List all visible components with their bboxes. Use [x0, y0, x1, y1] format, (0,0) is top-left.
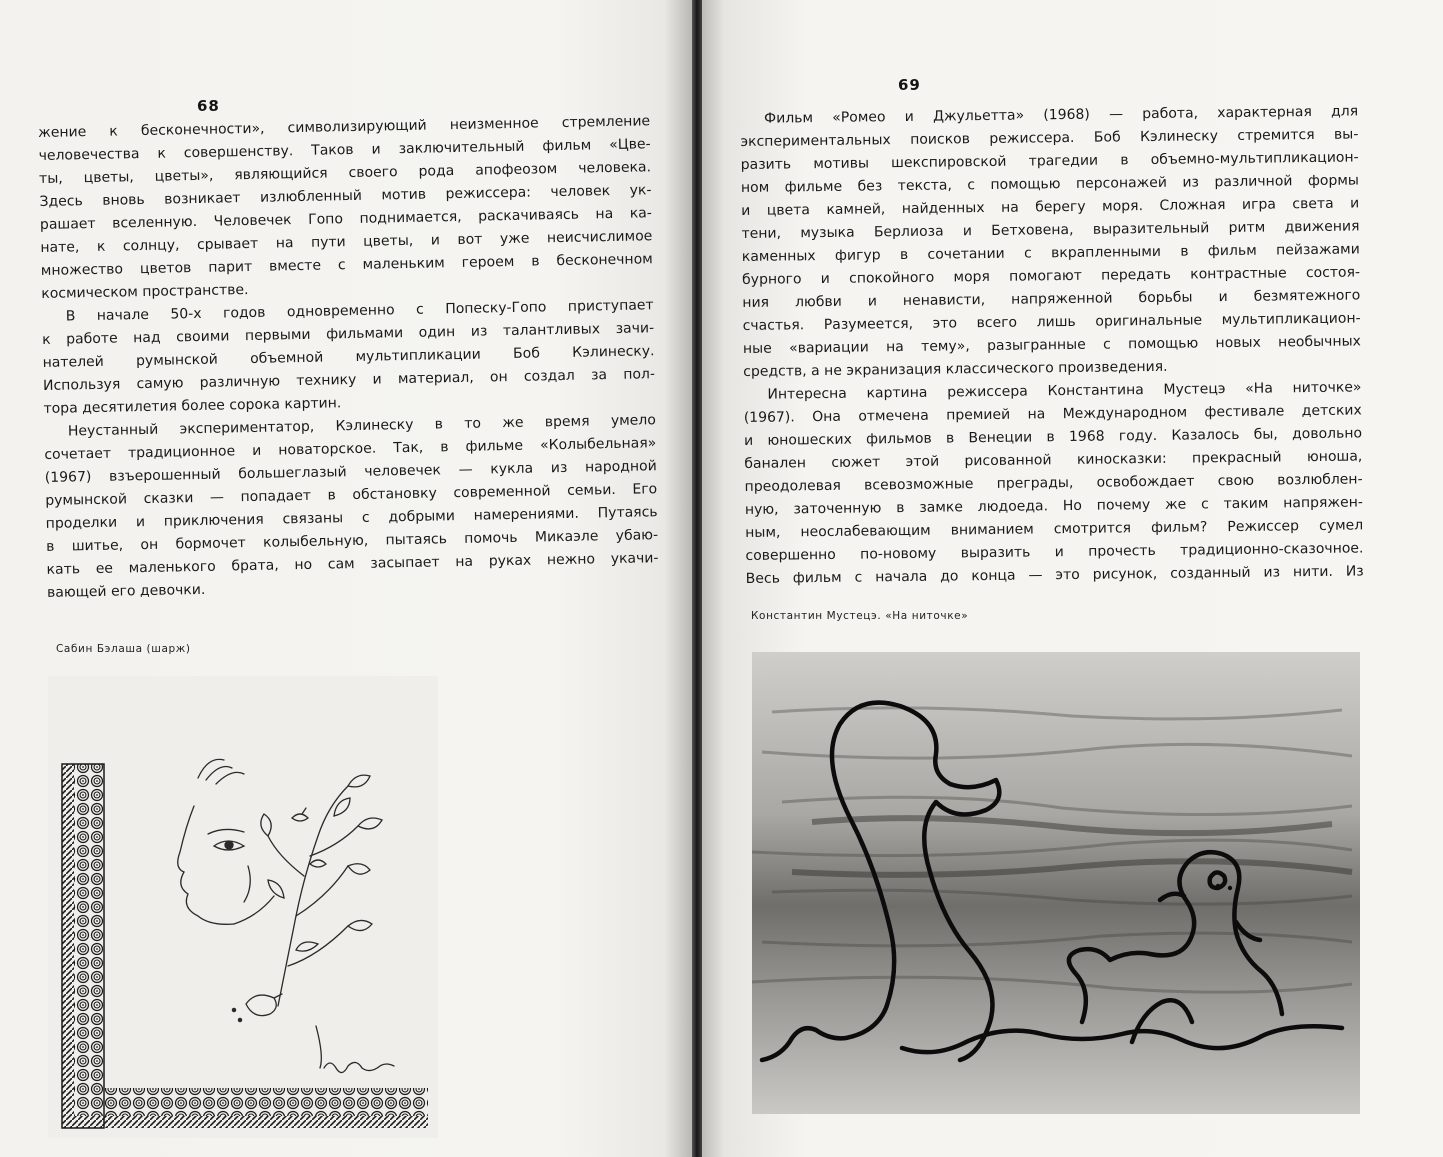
text-line: жение к бесконечности», символизирующий неизменное стремление [38, 113, 651, 141]
text-line: (1967) взъерошенный большеглазый человечек — кукла из народной [44, 458, 657, 486]
text-line: космическом пространстве. [41, 281, 249, 302]
text-line: Здесь вновь возникает излюбленный мотив режиссера: человек ук- [39, 182, 652, 210]
text-line: кать ее маленького брата, но сам засыпает на руках нежно укачи- [46, 550, 659, 578]
film-still-image [752, 652, 1360, 1114]
text-line: экспериментальных поисков режиссера. Боб Кэлинеску стремится вы- [740, 126, 1359, 150]
text-line: к работе над своими первыми фильмами один из талантливых зачи- [42, 320, 655, 348]
text-line: преодолевая всевозможные преграды, освобождает свою возлюблен- [744, 471, 1363, 495]
caption-film-still: Константин Мустецэ. «На ниточке» [751, 610, 969, 622]
text-line: разить мотивы шекспировской трагедии в объемно-мультипликацион- [740, 149, 1359, 173]
right-page [702, 0, 1443, 1157]
text-line: Интересна картина режиссера Константина Мустецэ «На ниточке» [767, 379, 1362, 403]
text-line: румынской сказки — попадает в обстановку современной семьи. Его [45, 481, 658, 509]
page-number-right: 69 [898, 76, 921, 94]
text-line: банален сюжет этой рисованной киносказки: прекрасный юноша, [744, 448, 1363, 472]
right-page-body-text [740, 100, 1364, 591]
text-line: тени, музыка Берлиоза и Бетховена, выразительный ритм движения [741, 218, 1360, 242]
text-line: ты, цветы, цветы», являющийся своего рода апофеозом человека. [38, 159, 652, 187]
text-line: Весь фильм с начала до конца — это рисунок, созданный из нити. Из [745, 563, 1364, 587]
caricature-drawing [48, 676, 438, 1138]
text-line: человечества к совершенству. Таков и заключительный фильм «Цве- [38, 136, 651, 164]
text-line: нате, к солнцу, срывает на пути цветы, и вот уже неисчислимое [40, 228, 653, 256]
text-line: Неустанный экспериментатор, Кэлинеску в то же время умело [67, 412, 656, 440]
thread-figures-drawing [752, 652, 1360, 1114]
text-line: В начале 50-х годов одновременно с Попеску-Гопо приступает [65, 297, 654, 325]
text-line: и цвета камней, найденных на берегу моря. Сложная игра света и [741, 195, 1360, 219]
caption-sketch: Сабин Бэлаша (шарж) [56, 643, 191, 655]
text-line: каменных фигур в сочетании с вкрапленными в фильм пейзажами [741, 241, 1360, 265]
text-line: ном фильме без текста, с помощью персонажей из различной формы [740, 172, 1360, 196]
text-line: вающей его девочки. [46, 581, 206, 601]
text-line: (1967). Она отмечена премией на Международном фестивале детских [743, 402, 1362, 426]
text-line: проделки и приключения связаны с добрыми намерениями. Путаясь [45, 504, 658, 532]
text-line: тора десятилетия более сорока картин. [43, 395, 342, 417]
page-number-left: 68 [197, 97, 220, 115]
text-line: совершенно по-новому выразить и прочесть традиционно-сказочное. [745, 540, 1364, 564]
text-line: средств, а не экранизация классического произведения. [743, 358, 1168, 380]
text-line: нателей румынской объемной мультипликации Боб Кэлинеску. [42, 343, 655, 371]
text-line: счастья. Разумеется, это всего лишь оригинальные мультипликацион- [742, 310, 1361, 334]
text-line: Фильм «Ромео и Джульетта» (1968) — работа, характерная для [764, 103, 1359, 127]
text-line: ния любви и ненависти, напряженной борьбы и безмятежного [742, 287, 1361, 311]
left-page [0, 0, 692, 1157]
text-line: бурного и спокойного моря помогают передать контрастные состоя- [742, 264, 1361, 288]
text-line: Используя самую различную технику и материал, он создал за пол- [42, 366, 656, 394]
book-gutter [692, 0, 702, 1157]
text-line: рашает вселенную. Человечек Гопо поднимается, раскачиваясь на ка- [39, 205, 653, 233]
text-line: в шитье, он бормочет колыбельную, пытаясь помочь Микаэле убаю- [46, 527, 659, 555]
text-line: ным, неослабевающим вниманием смотрится фильм? Режиссер сумел [745, 517, 1364, 541]
text-line: ную, заточенную в замке людоеда. Но почему же с таким напряжен- [744, 494, 1363, 518]
left-page-body-text [38, 110, 659, 605]
text-line: множество цветов парит вместе с маленьким героем в бесконечном [40, 251, 653, 279]
text-line: и юношеских фильмов в Венеции в 1968 году. Казалось бы, довольно [743, 425, 1363, 449]
caricature-sketch-image [48, 676, 438, 1138]
text-line: ные «вариации на тему», разыгранные с помощью новых необычных [742, 333, 1361, 357]
text-line: сочетает традиционное и новаторское. Так, в фильме «Колыбельная» [44, 435, 657, 463]
